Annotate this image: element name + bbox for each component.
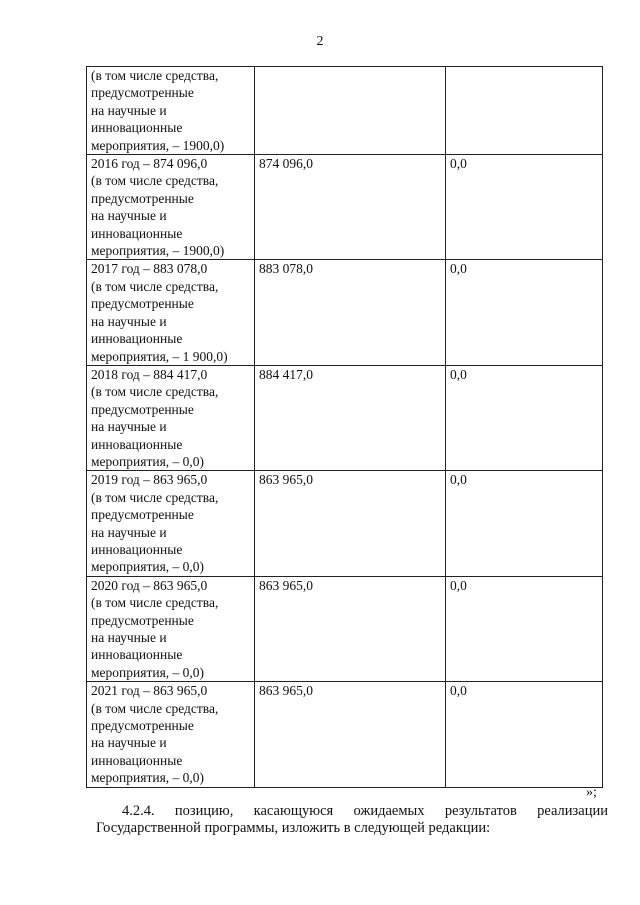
cell-line: инновационные [91, 225, 183, 241]
cell-line: 2018 год – 884 417,0 [91, 366, 208, 382]
funding-year-cell [87, 682, 255, 787]
funding-year-cell [87, 365, 255, 470]
cell-line: инновационные [91, 436, 183, 452]
table-row [87, 682, 603, 787]
cell-line: на научные и [91, 419, 167, 435]
cell-line: на научные и [91, 102, 167, 118]
cell-line: инновационные [91, 647, 183, 663]
cell-line: (в том числе средства, [91, 278, 219, 294]
cell-line: предусмотренные [91, 612, 194, 628]
cell-line: 2021 год – 863 965,0 [91, 683, 208, 699]
cell-line: мероприятия, – 0,0) [91, 559, 205, 575]
budget-table [86, 66, 603, 788]
cell-line: мероприятия, – 0,0) [91, 770, 205, 786]
table-row [87, 260, 603, 365]
cell-line: 2019 год – 863 965,0 [91, 472, 208, 488]
amount-cell: 863 965,0 [255, 576, 446, 681]
cell-line: инновационные [91, 541, 183, 557]
cell-line: мероприятия, – 0,0) [91, 453, 205, 469]
table-row [87, 67, 603, 155]
amount-cell: 874 096,0 [255, 155, 446, 260]
table-row [87, 576, 603, 681]
cell-line: (в том числе средства, [91, 173, 219, 189]
closing-quote: »; [586, 785, 597, 800]
cell-line: на научные и [91, 630, 167, 645]
secondary-amount-cell [446, 67, 603, 155]
cell-line: (в том числе средства, [91, 489, 219, 505]
cell-line: предусмотренные [91, 401, 194, 417]
cell-line: мероприятия, – 0,0) [91, 664, 205, 680]
secondary-amount-cell: 0,0 [446, 471, 603, 576]
cell-line: предусмотренные [91, 296, 194, 312]
cell-line: (в том числе средства, [91, 595, 219, 611]
cell-line: 2020 год – 863 965,0 [91, 577, 208, 593]
secondary-amount-cell: 0,0 [446, 682, 603, 787]
funding-year-cell [87, 471, 255, 576]
amount-cell: 863 965,0 [255, 682, 446, 787]
cell-line: инновационные [91, 331, 183, 347]
cell-line: на научные и [91, 735, 167, 751]
cell-line: (в том числе средства, [91, 384, 219, 400]
amount-cell [255, 67, 446, 155]
paragraph-line-1: 4.2.4. позицию, касающуюся ожидаемых результатов реализации [122, 803, 608, 819]
cell-line: на научные и [91, 313, 167, 329]
cell-line: (в том числе средства, [91, 68, 219, 83]
cell-line: предусмотренные [91, 718, 194, 734]
funding-year-cell [87, 155, 255, 260]
cell-line: на научные и [91, 208, 167, 224]
cell-line: инновационные [91, 752, 183, 768]
cell-line: (в том числе средства, [91, 700, 219, 716]
cell-line: предусмотренные [91, 507, 194, 523]
amount-cell: 883 078,0 [255, 260, 446, 365]
cell-line: инновационные [91, 120, 183, 136]
funding-year-cell [87, 67, 255, 155]
table-row [87, 155, 603, 260]
amount-cell: 863 965,0 [255, 471, 446, 576]
secondary-amount-cell: 0,0 [446, 576, 603, 681]
secondary-amount-cell: 0,0 [446, 260, 603, 365]
secondary-amount-cell: 0,0 [446, 155, 603, 260]
cell-line: 2016 год – 874 096,0 [91, 156, 208, 172]
cell-line: мероприятия, – 1 900,0) [91, 348, 228, 364]
funding-year-cell [87, 576, 255, 681]
cell-line: 2017 год – 883 078,0 [91, 261, 208, 277]
cell-line: на научные и [91, 524, 167, 540]
funding-year-cell [87, 260, 255, 365]
cell-line: предусмотренные [91, 85, 194, 101]
table-row [87, 365, 603, 470]
paragraph-line-2: Государственной программы, изложить в следующей редакции: [96, 820, 491, 836]
amount-cell: 884 417,0 [255, 365, 446, 470]
page-number: 2 [316, 34, 324, 49]
cell-line: мероприятия, – 1900,0) [91, 137, 225, 153]
paragraph-4-2-4 [96, 803, 608, 837]
table-row [87, 471, 603, 576]
cell-line: мероприятия, – 1900,0) [91, 243, 225, 259]
budget-table-body [87, 67, 603, 788]
cell-line: предусмотренные [91, 190, 194, 206]
secondary-amount-cell: 0,0 [446, 365, 603, 470]
